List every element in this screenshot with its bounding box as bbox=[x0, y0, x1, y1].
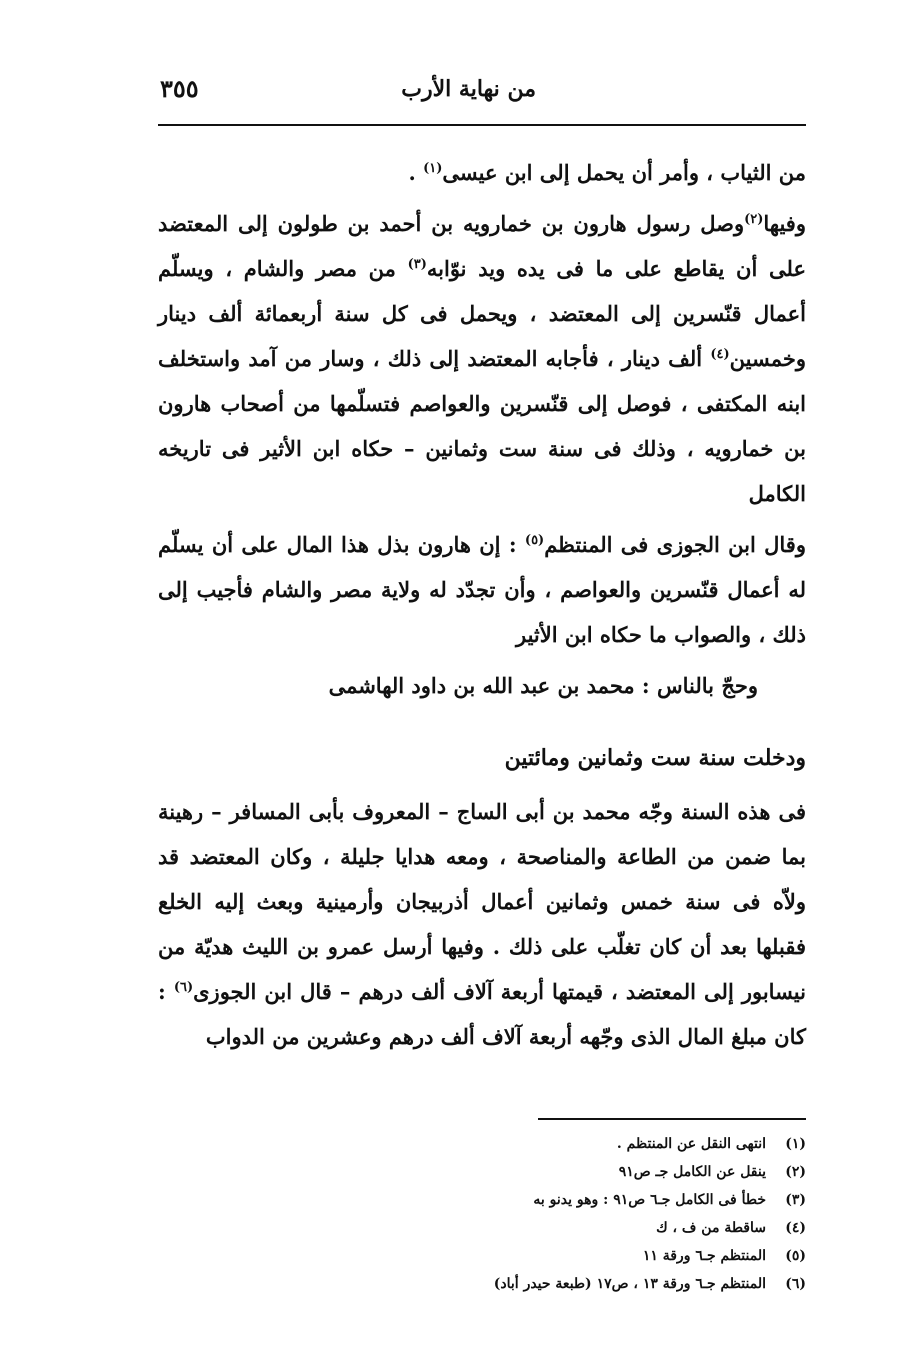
running-title: من نهاية الأرب bbox=[401, 76, 536, 102]
section-paragraph: فى هذه السنة وجّه محمد بن أبى الساج – المعروف بأبى المسافر – رهينة بما ضمن من الطاعة والمناصحة ، ومعه هدايا جليلة ، وكان المعتضد قد ولاّه فى سنة خمس وثمانين أعمال أذربيجان وأرمينية وبعث إليه الخلع فقبلها بعد أن كان تغلّب على ذلك . وفيها أرسل عمرو بن الليث هديّة من نيسابور إلى المعتضد ، قيمتها أربعة آلاف ألف درهم – قال ابن الجوزى$^{(٦)}$ : كان مبلغ المال الذى وجّهه أربعة آلاف ألف درهم وعشرين من الدواب bbox=[158, 799, 806, 1049]
footnote-text: ينقل عن الكامل جـ ص٩١ bbox=[618, 1164, 766, 1180]
footnote-text: خطأ فى الكامل جـ٦ ص٩١ : وهو يدنو به bbox=[533, 1192, 766, 1208]
footnote-ref: (١) bbox=[423, 161, 443, 176]
footnote-ref: (٢) bbox=[744, 212, 764, 227]
page-header bbox=[160, 70, 806, 110]
footnote-number: (٢) bbox=[785, 1164, 806, 1180]
paragraph-2: وفيها$^{(٢)}$وصل رسول هارون بن خمارويه بن أحمد بن طولون إلى المعتضد على أن يقاطع على ما فى يده ويد نوّابه$^{(٣)}$ من مصر والشام ، ويسلّم أعمال قنّسرين إلى المعتضد ، ويحمل فى كل سنة أربعمائة ألف دينار وخمسين$^{(٤)}$ ألف دينار ، فأجابه المعتضد إلى ذلك ، وسار من آمد واستخلف ابنه المكتفى ، فوصل إلى قنّسرين والعواصم فتسلّمها من أصحاب هارون بن خمارويه ، وذلك فى سنة ست وثمانين – حكاه ابن الأثير فى تاريخه الكامل bbox=[158, 211, 806, 506]
footnote-item bbox=[246, 1214, 806, 1242]
page-number: ٣٥٥ bbox=[160, 74, 199, 103]
footnote-item bbox=[246, 1270, 806, 1298]
footnote-ref: (٦) bbox=[173, 980, 194, 995]
footnote-item bbox=[246, 1130, 806, 1158]
footnote-ref: (٣) bbox=[407, 257, 427, 272]
footnote-item bbox=[246, 1242, 806, 1270]
page-body bbox=[158, 150, 806, 1059]
footnote-rule bbox=[538, 1118, 806, 1120]
footnote-number: (١) bbox=[785, 1136, 806, 1152]
footnote-number: (٣) bbox=[785, 1192, 806, 1208]
footnotes bbox=[246, 1130, 806, 1298]
footnote-number: (٤) bbox=[785, 1220, 806, 1236]
footnote-number: (٦) bbox=[785, 1276, 806, 1292]
footnote-ref: (٤) bbox=[710, 347, 730, 362]
footnote-item bbox=[246, 1186, 806, 1214]
paragraph-3: وقال ابن الجوزى فى المنتظم$^{(٥)}$ : إن هارون بذل هذا المال على أن يسلّم له أعمال قنّسرين والعواصم ، وأن تجدّد له ولاية مصر والشام فأجيب إلى ذلك ، والصواب ما حكاه ابن الأثير bbox=[158, 532, 806, 647]
footnote-text: انتهى النقل عن المنتظم . bbox=[616, 1136, 766, 1152]
paragraph-1: من الثياب ، وأمر أن يحمل إلى ابن عيسى$^{(١)}$ . bbox=[408, 160, 806, 185]
paragraph-4: وحجّ بالناس : محمد بن عبد الله بن داود الهاشمى bbox=[328, 673, 758, 698]
footnote-item bbox=[246, 1158, 806, 1186]
footnote-text: ساقطة من ف ، ك bbox=[656, 1220, 766, 1236]
footnote-text: المنتظم جـ٦ ورقة ١٣ ، ص١٧ (طبعة حيدر أباد) bbox=[493, 1276, 766, 1292]
section-heading: ودخلت سنة ست وثمانين ومائتين bbox=[504, 745, 806, 771]
footnote-text: المنتظم جـ٦ ورقة ١١ bbox=[642, 1248, 766, 1264]
footnote-number: (٥) bbox=[785, 1248, 806, 1264]
footnote-ref: (٥) bbox=[524, 533, 545, 548]
header-rule bbox=[158, 124, 806, 126]
